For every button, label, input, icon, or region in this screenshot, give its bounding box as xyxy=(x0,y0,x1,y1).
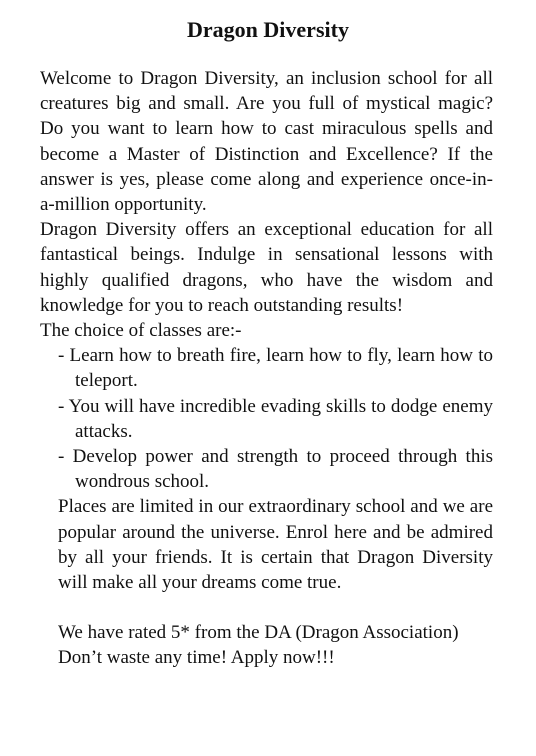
list-item: - Learn how to breath fire, learn how to fly, learn how to teleport. xyxy=(58,345,493,392)
offer-paragraph: Dragon Diversity offers an exceptional education for all fantastical beings. Indulge in sensational lessons with highly qualified dragons, who have the wisdom and knowledge for you to reach outstanding results! xyxy=(40,219,493,316)
places-paragraph: Places are limited in our extraordinary school and we are popular around the universe. Enrol here and be admired by all your friends. It is certain that Dragon Diversity will make all your dreams come true. xyxy=(58,496,493,594)
list-item: - Develop power and strength to proceed through this wondrous school. xyxy=(58,446,493,493)
document-title: Dragon Diversity xyxy=(187,17,349,42)
list-item: - You will have incredible evading skills to dodge enemy attacks. xyxy=(58,395,493,442)
classes-heading: The choice of classes are:- xyxy=(40,320,242,342)
intro-paragraph: Welcome to Dragon Diversity, an inclusion school for all creatures big and small. Are you full of mystical magic? Do you want to learn how to cast miraculous spells and become a Master of Distinction and Excellence? If the answer is yes, please come along and experience once-in-a-million opportunity. xyxy=(40,68,493,216)
closing-line: Don’t waste any time! Apply now!!! xyxy=(58,647,335,669)
classes-list xyxy=(40,343,493,494)
document-body xyxy=(40,66,493,671)
rating-line: We have rated 5* from the DA (Dragon Association) xyxy=(58,622,459,644)
paragraph-spacer xyxy=(40,595,493,620)
